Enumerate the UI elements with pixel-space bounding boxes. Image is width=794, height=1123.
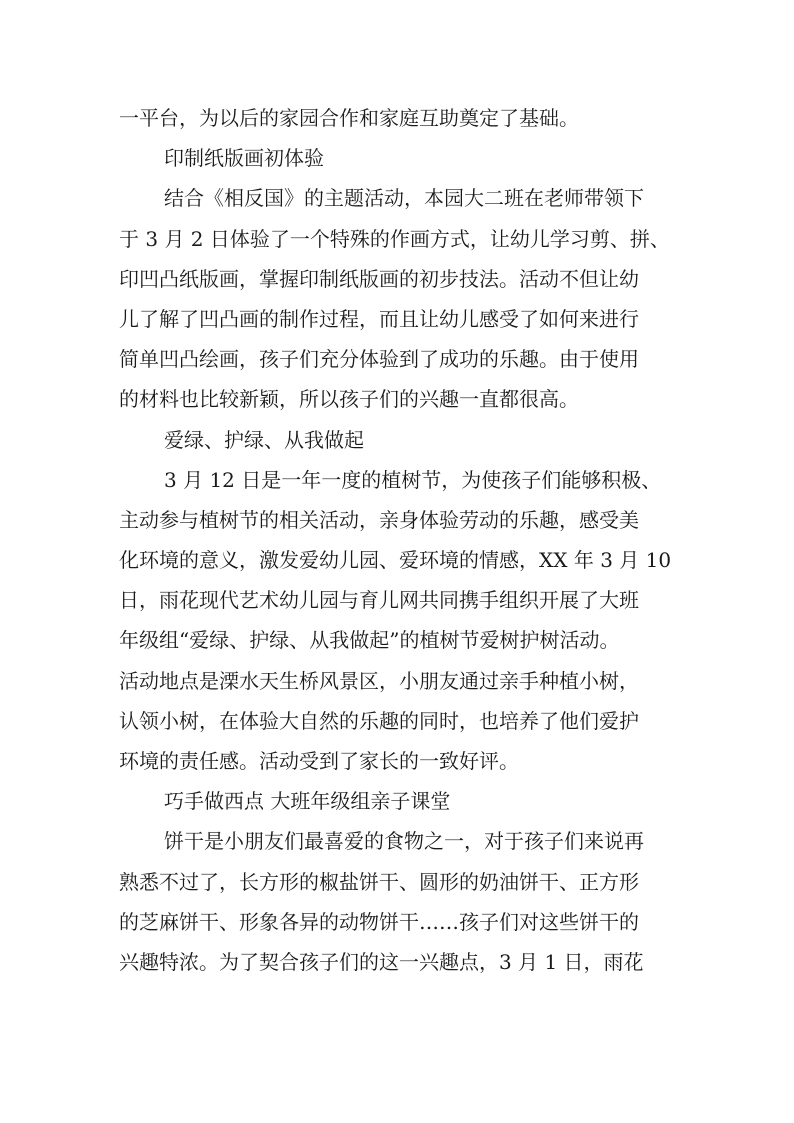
text-line-continuation: 一平台，为以后的家园合作和家庭互助奠定了基础。 [119, 106, 579, 130]
paragraph-line: 日，雨花现代艺术幼儿园与育儿网共同携手组织开展了大班 [119, 588, 639, 613]
paragraph-line: 简单凹凸绘画，孩子们充分体验到了成功的乐趣。由于使用 [119, 347, 639, 372]
section-heading-pastry: 巧手做西点 大班年级组亲子课堂 [164, 789, 451, 814]
paragraph-line: 认领小树，在体验大自然的乐趣的同时，也培养了他们爱护 [119, 708, 639, 733]
body-text [119, 98, 687, 982]
section-heading-green: 爱绿、护绿、从我做起 [164, 427, 364, 452]
paragraph-line: 饼干是小朋友们最喜爱的食物之一，对于孩子们来说再 [164, 829, 644, 854]
paragraph-line: 主动参与植树节的相关活动，亲身体验劳动的乐趣，感受美 [119, 507, 639, 532]
paragraph-line: 结合《相反国》的主题活动，本园大二班在老师带领下 [164, 186, 644, 211]
paragraph-line: 于 3 月 2 日体验了一个特殊的作画方式，让幼儿学习剪、拼、 [119, 226, 670, 251]
paragraph-line: 儿了解了凹凸画的制作过程，而且让幼儿感受了如何来进行 [119, 306, 639, 331]
paragraph-line: 的材料也比较新颖，所以孩子们的兴趣一直都很高。 [119, 387, 579, 412]
paragraph-line: 活动地点是溧水天生桥风景区，小朋友通过亲手种植小树， [119, 668, 639, 693]
paragraph-line: 年级组“爱绿、护绿、从我做起”的植树节爱树护树活动。 [119, 628, 620, 653]
section-heading-print-paper: 印制纸版画初体验 [164, 146, 324, 171]
paragraph-line: 的芝麻饼干、形象各异的动物饼干……孩子们对这些饼干的 [119, 909, 639, 934]
paragraph-line: 3 月 12 日是一年一度的植树节，为使孩子们能够积极、 [164, 467, 662, 492]
paragraph-line: 印凹凸纸版画，掌握印制纸版画的初步技法。活动不但让幼 [119, 266, 639, 291]
paragraph-line: 兴趣特浓。为了契合孩子们的这一兴趣点，3 月 1 日，雨花 [119, 949, 644, 974]
paragraph-line: 环境的责任感。活动受到了家长的一致好评。 [119, 749, 519, 773]
paragraph-line: 熟悉不过了，长方形的椒盐饼干、圆形的奶油饼干、正方形 [119, 869, 639, 894]
paragraph-line: 化环境的意义，激发爱幼儿园、爱环境的情感，XX 年 3 月 10 [119, 548, 672, 573]
